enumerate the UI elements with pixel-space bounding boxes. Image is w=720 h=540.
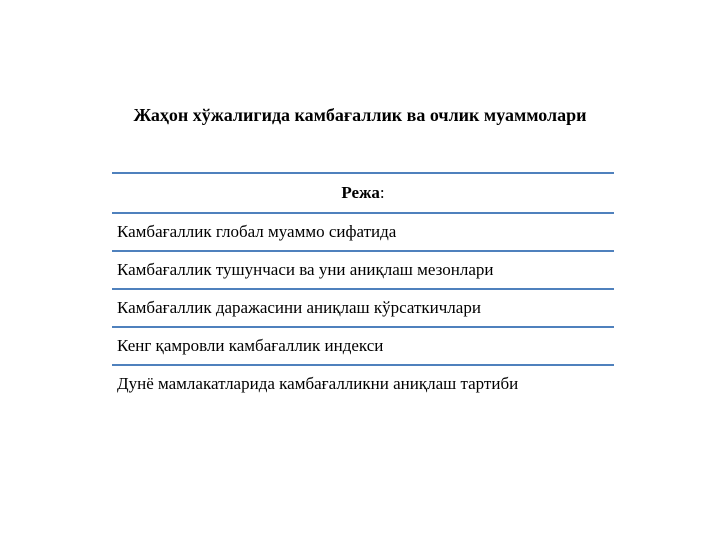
plan-item-1: Камбағаллик глобал муаммо сифатида <box>112 212 614 250</box>
plan-item-3: Камбағаллик даражасини аниқлаш кўрсаткичлари <box>112 288 614 326</box>
plan-table <box>112 172 614 402</box>
slide-title: Жаҳон хўжалигида камбағаллик ва очлик муаммолари <box>133 105 587 125</box>
plan-item-2: Камбағаллик тушунчаси ва уни аниқлаш мезонлари <box>112 250 614 288</box>
plan-header-label: Режа <box>341 183 380 202</box>
plan-header-suffix: : <box>379 183 385 202</box>
plan-item-4: Кенг қамровли камбағаллик индекси <box>112 326 614 364</box>
plan-header <box>112 172 614 212</box>
plan-item-5: Дунё мамлакатларида камбағалликни аниқлаш тартиби <box>112 364 614 402</box>
